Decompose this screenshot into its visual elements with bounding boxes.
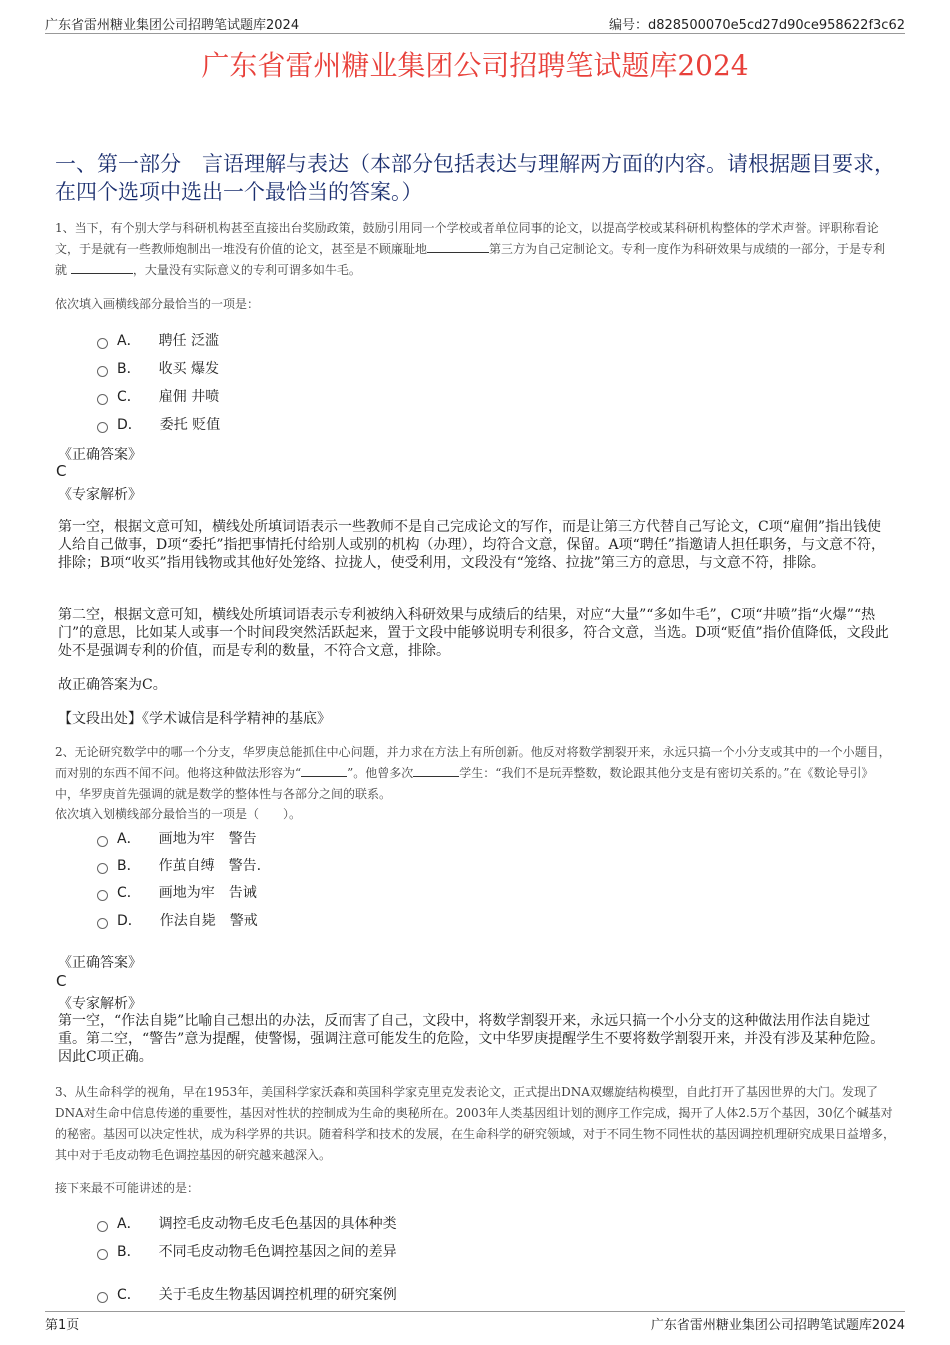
analysis-label: 《专家解析》 bbox=[58, 996, 142, 1012]
footer-divider bbox=[45, 1311, 905, 1312]
answer-label: 《正确答案》 bbox=[58, 955, 142, 971]
question-2-text: 2、无论研究数学中的哪一个分支，华罗庚总能抓住中心问题，并力求在方法上有所创新。他反对将数学割裂开来，永远只搞一个小分支或其中的一个小题目，而对别的东西不闻不问。他将这种做法形容为“ ”。他曾多次 学生：“我们不是玩弄整数，数论跟其他分支是有密切关系的。”在《数论导引》中，华罗庚首先强调的就是数学的整体性与各部分之间的联系。 bbox=[55, 745, 891, 801]
question-1-text: 1、当下，有个别大学与科研机构甚至直接出台奖励政策，鼓励引用同一个学校或者单位同事的论文，以提高学校或某科研机构整体的学术声誉。评职称看论文，于是就有一些教师炮制出一堆没有价值的论文，甚至是不顾廉耻地 第三方为自己定制论文。专利一度作为科研效果与成绩的一部分，于是专利就 ，大量没有实际意义的专利可谓多如牛毛。 bbox=[55, 221, 886, 277]
passage-source: 【文段出处】《学术诚信是科学精神的基底》 bbox=[58, 711, 331, 727]
option-1-c[interactable]: C． 雇佣 井喷 bbox=[97, 386, 219, 406]
fill-blank bbox=[71, 261, 133, 274]
fill-blank bbox=[301, 764, 347, 777]
analysis-paragraph-2: 第二空，根据文意可知，横线处所填词语表示专利被纳入科研效果与成绩后的结果，对应“大量”“多如牛毛”，C项“井喷”指“火爆”“热门”的意思，比如某人或事一个时间段突然活跃起来，置于文段中能够说明专利很多，符合文意，当选。D项“贬值”指价值降低，文段此处不是强调专利的价值，而是专利的数量，不符合文意，排除。 bbox=[58, 607, 889, 659]
answer-value: C bbox=[56, 972, 67, 990]
footer-doc-title: 广东省雷州糖业集团公司招聘笔试题库2024 bbox=[650, 1318, 905, 1333]
option-1-a[interactable]: A． 聘任 泛滥 bbox=[97, 330, 219, 350]
option-2-a[interactable]: A． 画地为牢 警告 bbox=[97, 828, 257, 848]
analysis-paragraph: 第一空，“作法自毙”比喻自己想出的办法，反而害了自己，文段中，将数学割裂开来，永远只搞一个小分支的这种做法用作法自毙过重。第二空，“警告”意为提醒，使警惕，强调注意可能发生的危险，文中华罗庚提醒学生不要将数学割裂开来，并没有涉及某种危险。因此C项正确。 bbox=[58, 1013, 885, 1065]
analysis-label: 《专家解析》 bbox=[58, 487, 142, 503]
header-doc-id bbox=[609, 14, 905, 33]
radio-icon[interactable] bbox=[97, 890, 108, 901]
option-2-c[interactable]: C． 画地为牢 告诫 bbox=[97, 882, 257, 902]
radio-icon[interactable] bbox=[97, 836, 108, 847]
radio-icon[interactable] bbox=[97, 366, 108, 377]
radio-icon[interactable] bbox=[97, 338, 108, 349]
analysis-conclusion: 故正确答案为C。 bbox=[58, 677, 167, 693]
header-id-label: 编号： bbox=[608, 18, 648, 33]
radio-icon[interactable] bbox=[97, 918, 108, 929]
header-doc-title: 广东省雷州糖业集团公司招聘笔试题库2024 bbox=[45, 18, 300, 33]
radio-icon[interactable] bbox=[97, 1292, 108, 1303]
option-2-d[interactable]: D． 作法自毙 警戒 bbox=[97, 910, 258, 930]
radio-icon[interactable] bbox=[97, 422, 108, 433]
fill-blank bbox=[413, 764, 459, 777]
answer-label: 《正确答案》 bbox=[58, 447, 142, 463]
question-3-text: 3、从生命科学的视角，早在1953年，美国科学家沃森和英国科学家克里克发表论文，正式提出DNA双螺旋结构模型，自此打开了基因世界的大门。发现了DNA对生命中信息传递的重要性，基因对性状的控制成为生命的奥秘所在。2003年人类基因组计划的测序工作完成，揭开了人体2.5万个基因，30亿个碱基对的秘密。基因可以决定性状，成为科学界的共识。随着科学和技术的发展，在生命科学的研究领域，对于不同生物不同性状的基因调控机理研究成果日益增多，其中对于毛皮动物毛色调控基因的研究越来越深入。 bbox=[55, 1085, 896, 1162]
option-1-b[interactable]: B． 收买 爆发 bbox=[97, 358, 219, 378]
option-2-b[interactable]: B． 作茧自缚 警告. bbox=[97, 855, 261, 875]
radio-icon[interactable] bbox=[97, 863, 108, 874]
fill-blank bbox=[427, 240, 489, 253]
question-2-prompt: 依次填入划横线部分最恰当的一项是（ ）。 bbox=[55, 807, 302, 821]
radio-icon[interactable] bbox=[97, 394, 108, 405]
option-3-b[interactable]: B． 不同毛皮动物毛色调控基因之间的差异 bbox=[97, 1241, 397, 1261]
option-1-d[interactable]: D． 委托 贬值 bbox=[97, 414, 220, 434]
option-3-a[interactable]: A． 调控毛皮动物毛皮毛色基因的具体种类 bbox=[97, 1213, 397, 1233]
question-1-prompt: 依次填入画横线部分最恰当的一项是： bbox=[55, 297, 260, 311]
header-id-code: d828500070e5cd27d90ce958622f3c62 bbox=[647, 18, 905, 33]
radio-icon[interactable] bbox=[97, 1221, 108, 1232]
question-3-prompt: 接下来最不可能讲述的是： bbox=[55, 1181, 200, 1195]
radio-icon[interactable] bbox=[97, 1249, 108, 1260]
answer-value: C bbox=[56, 462, 67, 480]
analysis-paragraph-1: 第一空，根据文意可知，横线处所填词语表示一些教师不是自己完成论文的写作，而是让第三方代替自己写论文，C项“雇佣”指出钱使人给自己做事，D项“委托”指把事情托付给别人或别的机构（办理），均符合文意，保留。A项“聘任”指邀请人担任职务，与文意不符，排除；B项“收买”指用钱物或其他好处笼络、拉拢人，使受利用，文段没有“笼络、拉拢”第三方的意思，与文意不符，排除。 bbox=[58, 519, 885, 571]
page-number: 第1页 bbox=[45, 1318, 80, 1333]
header-divider bbox=[45, 33, 905, 34]
option-3-c[interactable]: C． 关于毛皮生物基因调控机理的研究案例 bbox=[97, 1284, 397, 1304]
section-heading: 一、第一部分 言语理解与表达（本部分包括表达与理解两方面的内容。请根据题目要求，在四个选项中选出一个最恰当的答案。） bbox=[55, 152, 895, 204]
page-title: 广东省雷州糖业集团公司招聘笔试题库2024 bbox=[201, 49, 749, 82]
